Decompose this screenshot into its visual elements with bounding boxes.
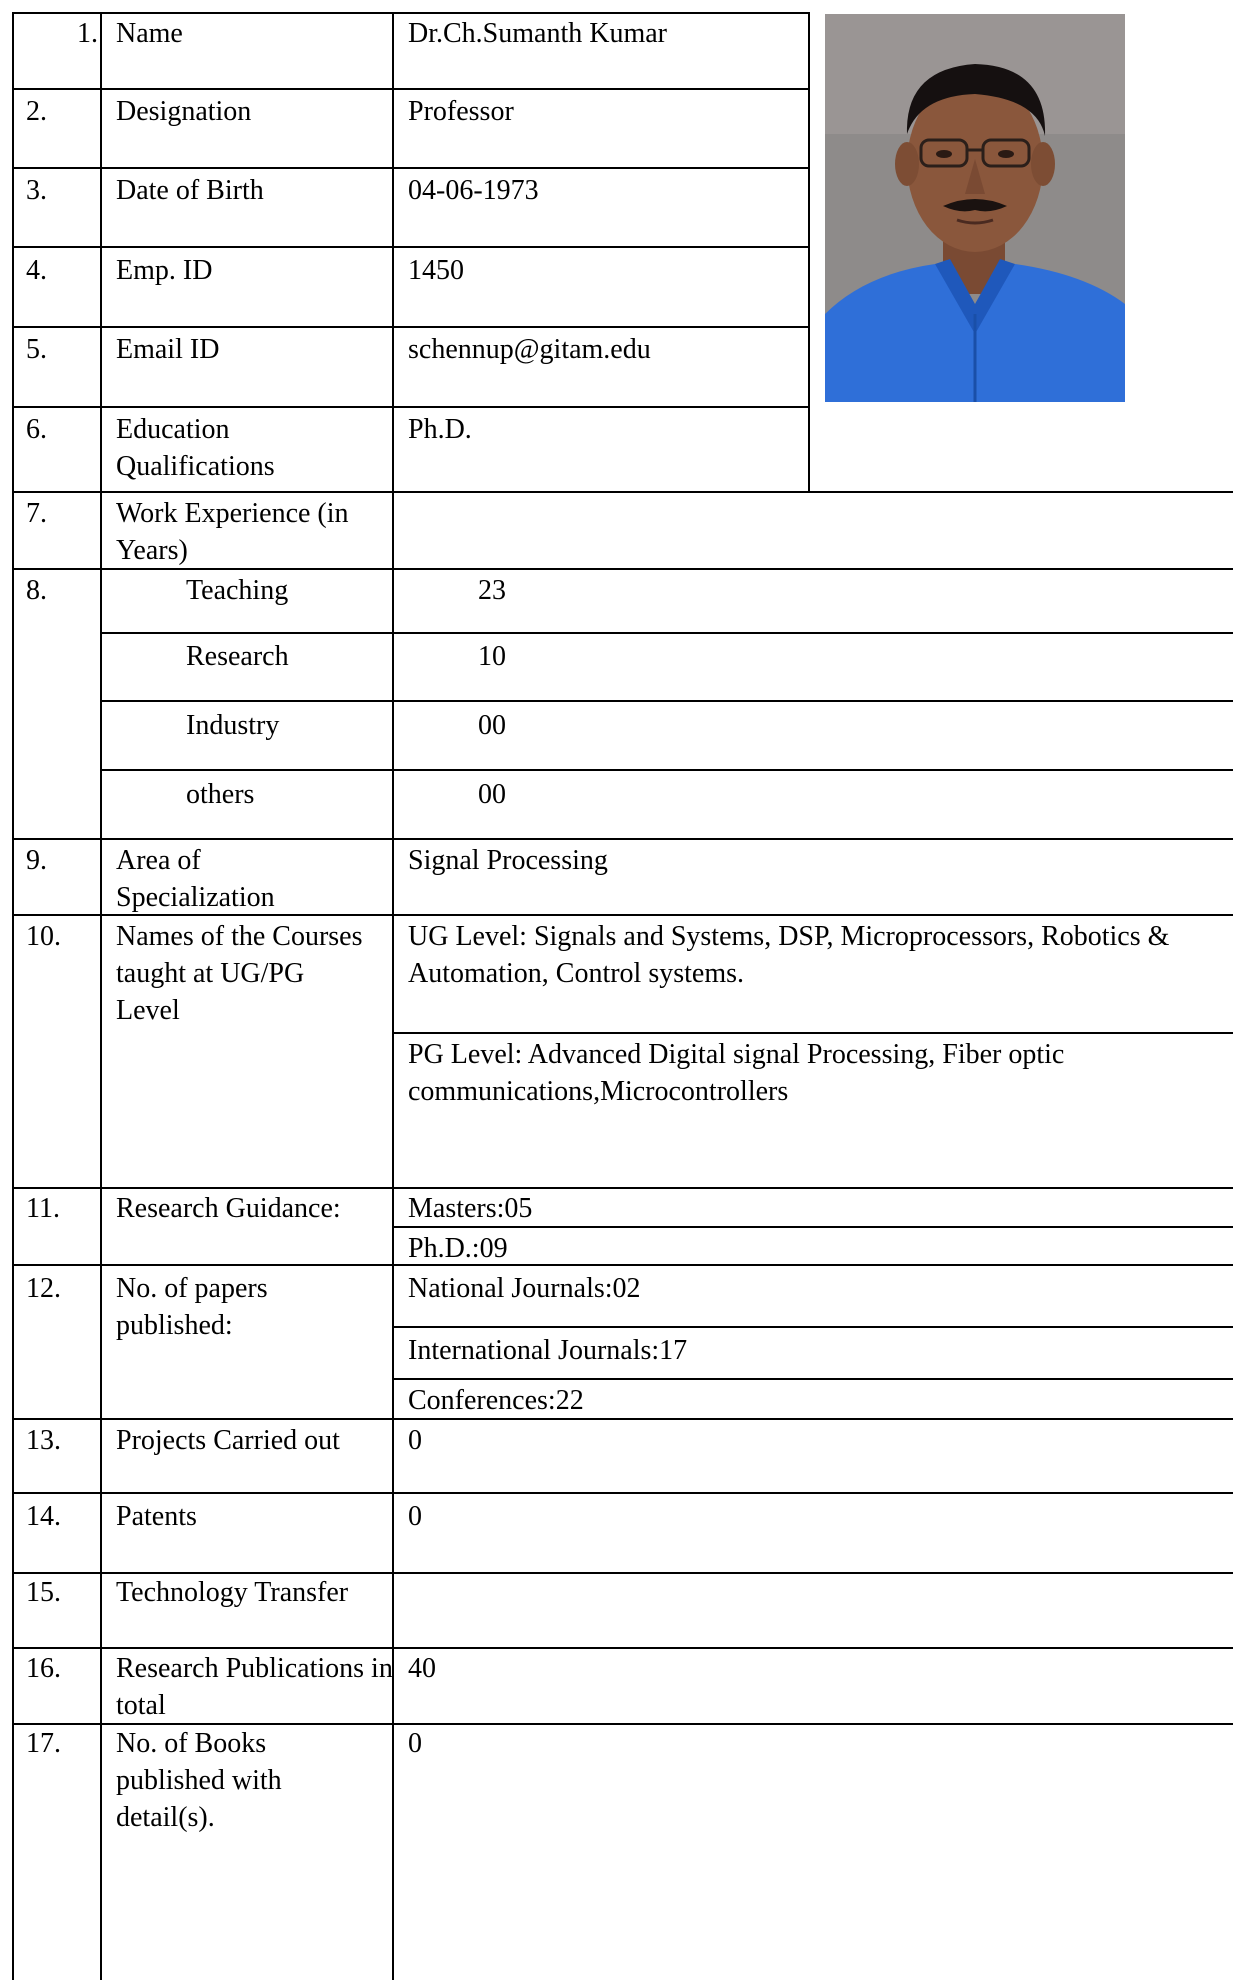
conferences-value: Conferences:22 xyxy=(408,1385,584,1416)
row-number: 8. xyxy=(26,575,47,606)
teaching-label: Teaching xyxy=(186,575,289,606)
projects-value: 0 xyxy=(408,1425,422,1456)
row-number: 15. xyxy=(26,1577,61,1608)
books-value: 0 xyxy=(408,1728,422,1759)
masters-guidance-value: Masters:05 xyxy=(408,1193,533,1224)
row-number: 1. xyxy=(77,18,98,49)
work-experience-label: Work Experience (in Years) xyxy=(116,498,349,566)
patents-label: Patents xyxy=(116,1501,197,1532)
designation-label: Designation xyxy=(116,96,252,127)
row-number: 3. xyxy=(26,175,47,206)
specialization-value: Signal Processing xyxy=(408,845,608,876)
industry-value: 00 xyxy=(478,710,506,741)
national-journals-value: National Journals:02 xyxy=(408,1273,641,1304)
phd-guidance-value: Ph.D.:09 xyxy=(408,1233,508,1264)
row-number: 16. xyxy=(26,1653,61,1684)
teaching-value: 23 xyxy=(478,575,506,606)
dob-label: Date of Birth xyxy=(116,175,264,206)
row-number: 13. xyxy=(26,1425,61,1456)
education-label: Education Qualifications xyxy=(116,414,275,482)
papers-label: No. of papers published: xyxy=(116,1273,268,1341)
row-number: 14. xyxy=(26,1501,61,1532)
research-label: Research xyxy=(186,641,289,672)
portrait-photo-icon xyxy=(825,14,1125,402)
others-label: others xyxy=(186,779,255,810)
international-journals-value: International Journals:17 xyxy=(408,1335,688,1366)
books-label: No. of Books published with detail(s). xyxy=(116,1728,282,1833)
research-value: 10 xyxy=(478,641,506,672)
pg-courses-value: PG Level: Advanced Digital signal Processing, Fiber optic communications,Microcontrollers xyxy=(408,1039,1065,1107)
industry-label: Industry xyxy=(186,710,280,741)
projects-label: Projects Carried out xyxy=(116,1425,340,1456)
row-number: 6. xyxy=(26,414,47,445)
row-number: 17. xyxy=(26,1728,61,1759)
courses-label: Names of the Courses taught at UG/PG Level xyxy=(116,921,363,1026)
publications-total-value: 40 xyxy=(408,1653,436,1684)
patents-value: 0 xyxy=(408,1501,422,1532)
row-number: 7. xyxy=(26,498,47,529)
email-label: Email ID xyxy=(116,334,220,365)
ug-courses-value: UG Level: Signals and Systems, DSP, Microprocessors, Robotics & Automation, Control systems. xyxy=(408,921,1170,989)
row-number: 11. xyxy=(26,1193,60,1224)
name-value: Dr.Ch.Sumanth Kumar xyxy=(408,18,667,49)
designation-value: Professor xyxy=(408,96,514,127)
row-number: 2. xyxy=(26,96,47,127)
row-number: 12. xyxy=(26,1273,61,1304)
research-guidance-label: Research Guidance: xyxy=(116,1193,341,1224)
specialization-label: Area of Specialization xyxy=(116,845,275,913)
education-value: Ph.D. xyxy=(408,414,472,445)
dob-value: 04-06-1973 xyxy=(408,175,539,206)
emp-id-label: Emp. ID xyxy=(116,255,213,286)
others-value: 00 xyxy=(478,779,506,810)
emp-id-value: 1450 xyxy=(408,255,464,286)
row-number: 10. xyxy=(26,921,61,952)
email-value: schennup@gitam.edu xyxy=(408,334,651,365)
row-number: 4. xyxy=(26,255,47,286)
technology-transfer-label: Technology Transfer xyxy=(116,1577,349,1608)
name-label: Name xyxy=(116,18,183,49)
profile-photo xyxy=(825,14,1125,402)
row-number: 9. xyxy=(26,845,47,876)
publications-total-label: Research Publications in total xyxy=(116,1653,393,1721)
row-number: 5. xyxy=(26,334,47,365)
